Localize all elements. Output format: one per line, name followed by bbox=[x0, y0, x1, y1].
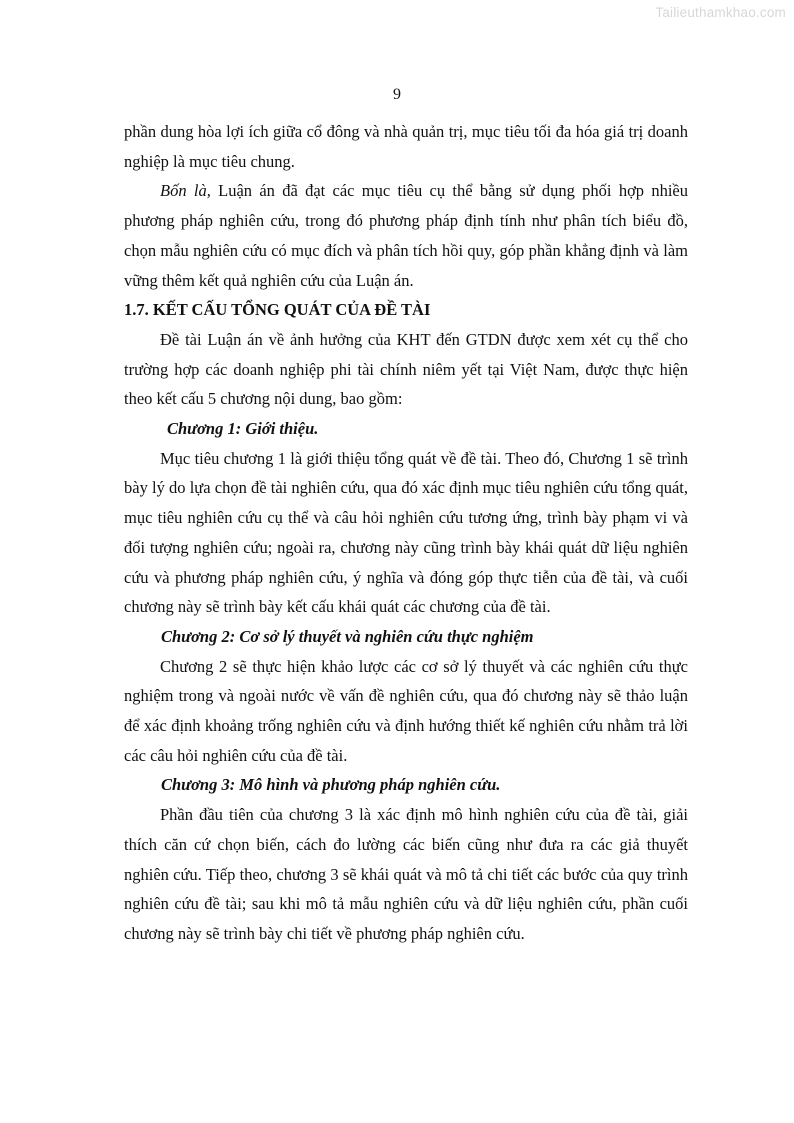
chapter-1-body: Mục tiêu chương 1 là giới thiệu tổng quát về đề tài. Theo đó, Chương 1 sẽ trình bày lý do lựa chọn đề tài nghiên cứu, qua đó xác định mục tiêu nghiên cứu tổng quát, mục tiêu nghiên cứu cụ thể và câu hỏi nghiên cứu tương ứng, trình bày phạm vi và đối tượng nghiên cứu; ngoài ra, chương này cũng trình bày khái quát dữ liệu nghiên cứu và phương pháp nghiên cứu, ý nghĩa và đóng góp thực tiễn của đề tài, và cuối chương này sẽ trình bày kết cấu khái quát các chương của đề tài. bbox=[124, 448, 688, 617]
chapter-3-title: Chương 3: Mô hình và phương pháp nghiên cứu. bbox=[161, 775, 501, 795]
paragraph-continuation: phần dung hòa lợi ích giữa cổ đông và nhà quản trị, mục tiêu tối đa hóa giá trị doanh nghiệp là mục tiêu chung. bbox=[124, 122, 688, 171]
paragraph-fourth-body: Luận án đã đạt các mục tiêu cụ thể bằng sử dụng phối hợp nhiều phương pháp nghiên cứu, trong đó phương pháp định tính như phân tích biểu đồ, chọn mẫu nghiên cứu có mục đích và phân tích hồi quy, góp phần khẳng định và làm vững thêm kết quả nghiên cứu của Luận án. bbox=[124, 181, 688, 290]
chapter-2-body: Chương 2 sẽ thực hiện khảo lược các cơ sở lý thuyết và các nghiên cứu thực nghiệm trong và ngoài nước về vấn đề nghiên cứu, qua đó chương này sẽ thảo luận để xác định khoảng trống nghiên cứu và định hướng thiết kế nghiên cứu nhằm trả lời các câu hỏi nghiên cứu của đề tài. bbox=[124, 656, 688, 765]
chapter-3-body: Phần đầu tiên của chương 3 là xác định mô hình nghiên cứu của đề tài, giải thích căn cứ chọn biến, cách đo lường các biến cũng như đưa ra các giả thuyết nghiên cứu. Tiếp theo, chương 3 sẽ khái quát và mô tả chi tiết các bước của quy trình nghiên cứu đề tài; sau khi mô tả mẫu nghiên cứu và dữ liệu nghiên cứu, phần cuối chương này sẽ trình bày chi tiết về phương pháp nghiên cứu. bbox=[124, 805, 688, 943]
paragraph-fourth bbox=[124, 176, 688, 295]
watermark: Tailieuthamkhao.com bbox=[655, 5, 786, 20]
paragraph-fourth-lead: Bốn là, bbox=[160, 181, 211, 201]
page-number: 9 bbox=[393, 86, 401, 103]
section-intro: Đề tài Luận án về ảnh hưởng của KHT đến GTDN được xem xét cụ thể cho trường hợp các doanh nghiệp phi tài chính niêm yết tại Việt Nam, được thực hiện theo kết cấu 5 chương nội dung, bao gồm: bbox=[124, 329, 688, 409]
chapter-1-title: Chương 1: Giới thiệu. bbox=[167, 419, 319, 439]
section-heading: 1.7. KẾT CẤU TỔNG QUÁT CỦA ĐỀ TÀI bbox=[124, 300, 431, 320]
chapter-2-title: Chương 2: Cơ sở lý thuyết và nghiên cứu thực nghiệm bbox=[161, 626, 534, 646]
document-body bbox=[124, 117, 688, 949]
